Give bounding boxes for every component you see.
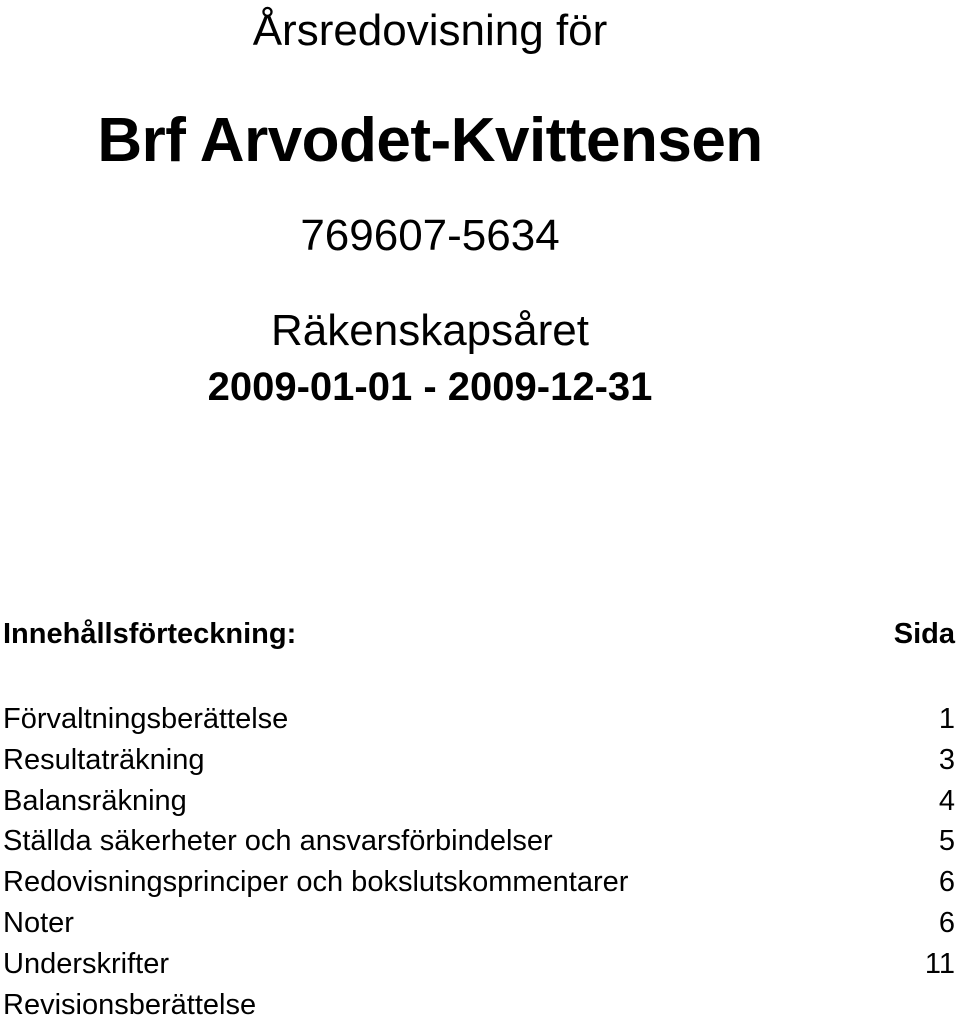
toc-item-label: Förvaltningsberättelse (3, 703, 289, 735)
toc-page-heading: Sida (893, 618, 955, 650)
toc-list (3, 699, 955, 1025)
toc-item-page: 5 (938, 825, 955, 858)
toc-item-label: Ställda säkerheter och ansvarsförbindelser (3, 825, 553, 858)
toc-item-page: 3 (938, 743, 955, 776)
toc-item-balansrakning (3, 781, 955, 822)
toc-item-stallda-sakerheter (3, 821, 955, 862)
organization-number: 769607-5634 (300, 211, 560, 260)
toc-item-underskrifter (3, 944, 955, 985)
toc-item-redovisningsprinciper (3, 862, 955, 903)
toc-item-resultatrakning (3, 740, 955, 781)
toc-heading: Innehållsförteckning: (3, 618, 297, 650)
toc-item-page: 11 (924, 947, 955, 980)
fiscal-year-range: 2009-01-01 - 2009-12-31 (207, 365, 653, 409)
association-name: Brf Arvodet-Kvittensen (97, 106, 763, 175)
toc-item-page: 4 (938, 784, 955, 817)
document-subtitle: Årsredovisning för (252, 6, 608, 55)
toc-item-forvaltningsberattelse (3, 699, 955, 740)
toc-item-page: 1 (938, 703, 955, 735)
toc-item-noter (3, 903, 955, 944)
toc-item-label: Redovisningsprinciper och bokslutskommentarer (3, 866, 629, 899)
fiscal-year-label: Räkenskapsåret (271, 306, 589, 355)
toc-item-label: Underskrifter (3, 947, 169, 980)
toc-item-page: 6 (938, 866, 955, 899)
toc-item-label: Balansräkning (3, 784, 187, 817)
toc-item-label: Noter (3, 906, 74, 939)
toc-item-label: Revisionsberättelse (3, 988, 257, 1021)
toc-item-page: 6 (938, 906, 955, 939)
toc-header (3, 614, 955, 654)
toc-item-label: Resultaträkning (3, 743, 205, 776)
